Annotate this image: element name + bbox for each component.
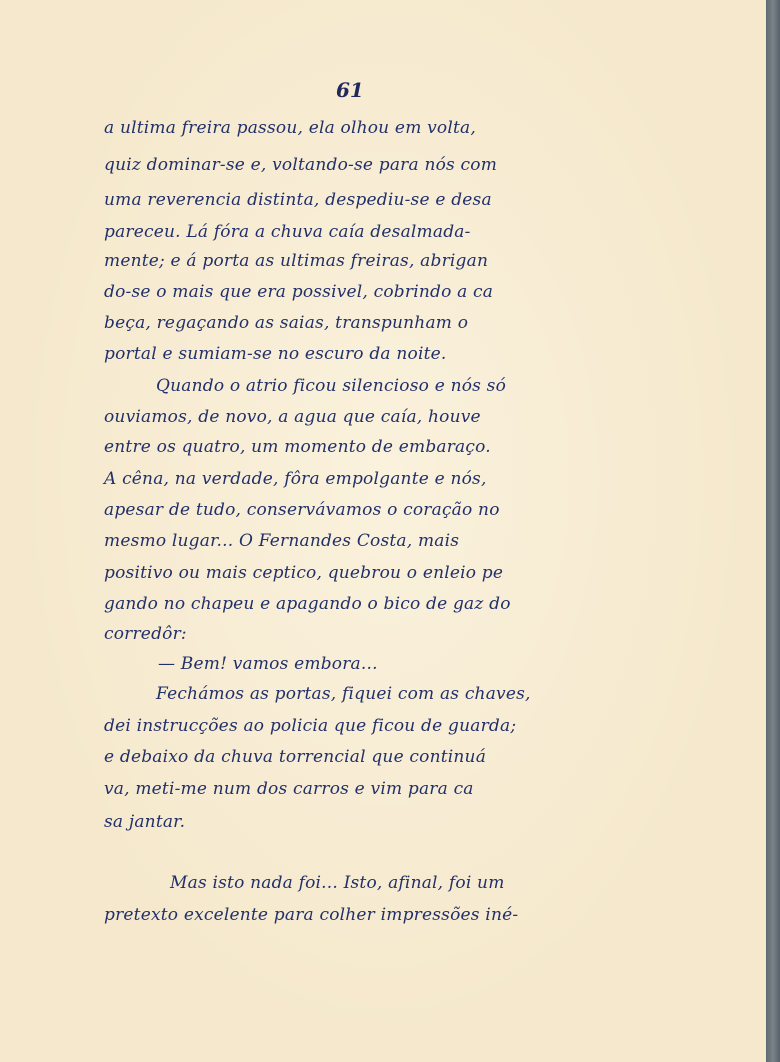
text-line: sa jantar. — [104, 812, 186, 832]
text-line: mente; e á porta as ultimas freiras, abrigan — [104, 251, 489, 271]
text-line: entre os quatro, um momento de embaraço. — [104, 437, 491, 457]
text-line: beça, regaçando as saias, transpunham o — [104, 313, 469, 333]
page-number: 61 — [336, 78, 364, 102]
text-line: pareceu. Lá fóra a chuva caía desalmada- — [104, 222, 471, 242]
text-line: portal e sumiam-se no escuro da noite. — [104, 344, 447, 364]
text-line: A cêna, na verdade, fôra empolgante e nós, — [104, 469, 487, 489]
text-line: Fechámos as portas, fiquei com as chaves, — [156, 684, 531, 704]
text-line: pretexto excelente para colher impressões iné- — [104, 905, 519, 925]
text-line: uma reverencia distinta, despediu-se e desa — [104, 190, 492, 210]
text-line: va, meti-me num dos carros e vim para ca — [104, 779, 474, 799]
text-line: quiz dominar-se e, voltando-se para nós com — [104, 155, 498, 175]
text-line: positivo ou mais ceptico, quebrou o enleio pe — [104, 563, 504, 583]
text-line: a ultima freira passou, ela olhou em volta, — [104, 118, 476, 138]
text-line: — Bem! vamos embora... — [158, 654, 378, 674]
text-line: corredôr: — [104, 624, 187, 644]
text-line: Quando o atrio ficou silencioso e nós só — [156, 376, 507, 396]
text-line: e debaixo da chuva torrencial que continuá — [104, 747, 487, 767]
text-line: ouviamos, de novo, a agua que caía, houve — [104, 407, 481, 427]
text-line: gando no chapeu e apagando o bico de gaz do — [104, 594, 511, 614]
text-line: apesar de tudo, conservávamos o coração no — [104, 500, 500, 520]
scanner-edge — [766, 0, 780, 1062]
text-line: dei instrucções ao policia que ficou de guarda; — [104, 716, 517, 736]
text-line: Mas isto nada foi... Isto, afinal, foi um — [170, 873, 505, 893]
text-line: do-se o mais que era possivel, cobrindo a ca — [104, 282, 494, 302]
text-line: mesmo lugar... O Fernandes Costa, mais — [104, 531, 460, 551]
